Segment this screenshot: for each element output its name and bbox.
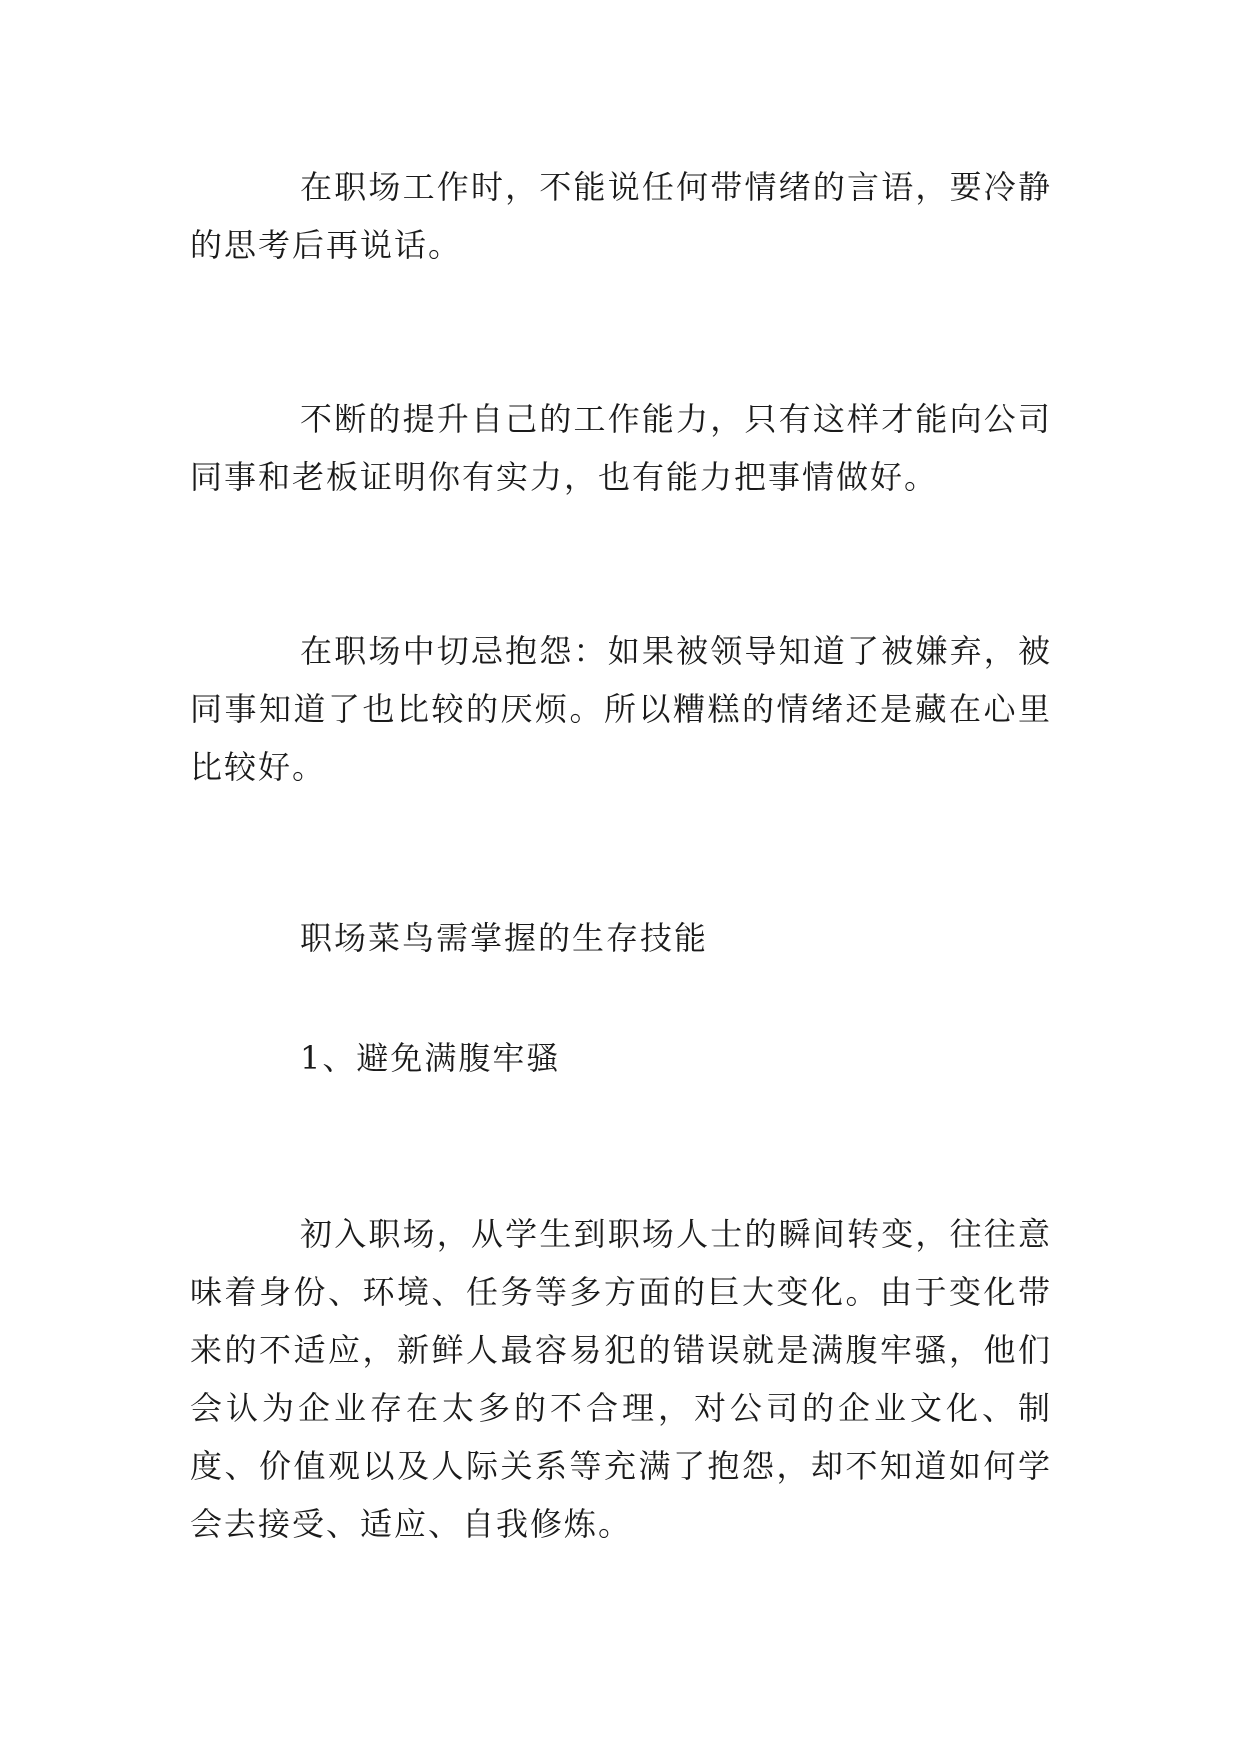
subsection-title: 1、避免满腹牢骚 [300, 1039, 561, 1077]
paragraph-improve-skills: 不断的提升自己的工作能力，只有这样才能向公司同事和老板证明你有实力，也有能力把事情做好。 [190, 400, 1052, 496]
paragraph-avoid-complaining: 在职场中切忌抱怨：如果被领导知道了被嫌弃，被同事知道了也比较的厌烦。所以糟糕的情绪还是藏在心里比较好。 [190, 632, 1052, 786]
section-title: 职场菜鸟需掌握的生存技能 [300, 919, 709, 957]
paragraph-newcomer: 初入职场，从学生到职场人士的瞬间转变，往往意味着身份、环境、任务等多方面的巨大变化。由于变化带来的不适应，新鲜人最容易犯的错误就是满腹牢骚，他们会认为企业存在太多的不合理，对公司的企业文化、制度、价值观以及人际关系等充满了抱怨，却不知道如何学会去接受、适应、自我修炼。 [190, 1215, 1052, 1543]
paragraph-emotions: 在职场工作时，不能说任何带情绪的言语，要冷静的思考后再说话。 [190, 168, 1052, 264]
